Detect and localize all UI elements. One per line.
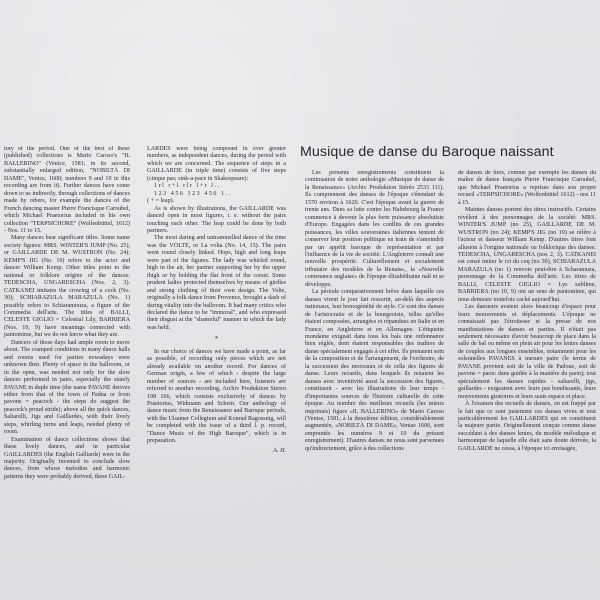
english-text-column-2 bbox=[147, 146, 286, 600]
paragraph: tory of the period. One of the best of these (published) collections is Mario Caroso's "IL BALLERINO" (Venice, 1581; in its second, substantially enlarged edition, "NOBILTÀ DI DAME", Venice, 1600; numbers 9 and 10 in this recording are from it). Further dances have come down to us indirectly, through collections of dances made by others, for example the dances of the French dancing master Pierre Francisque Caroubel, which Michael Praetorius included in his own collection "TERPSICHORE" (Wolfenbüttel, 1612) - Nos. 11 to 15. bbox=[4, 146, 130, 234]
french-text-column-1 bbox=[305, 170, 444, 600]
paragraph: Examination of dance collections shows that these lively dances, and in particular GAILLARDES (the English Galliards) were in the majority. Originally invented to conclude slow dances, from whose melodies and harmonic patterns they were probably derived, these GAIL- bbox=[4, 436, 130, 480]
author-signature: A. H. bbox=[273, 447, 286, 454]
paragraph: La période comparativement brève dans laquelle ces danses virent le jour fait ressortir, au-delà des aspects nationaux, leur homogénéité de style. Ce sont des danses de l'aristocratie et de la bourgeoisie, telles qu'elles étaient composées, arrangées et répandues en Italie et en France, en Angleterre et en Allemagne. L'étiquette mondaine exigeait dans tous les bals une ordonnance bien réglée, dont étaient responsables des maîtres de danse spécialement engagés à cet effet. Ils prenaient soin de la composition et de l'arrangement, de l'orchestre, de la succession des morceaux et de celle des figures de danse. Leurs recueils, dans lesquels ils notaient les danses avec inventivité aussi la succession des figures, constituent - avec les illustrations de leur temps - d'importantes sources de l'histoire culturelle de cette époque. Au nombre des meilleurs recueils (les mieux imprimés) figure «IL BALLERINO» de Mario Caroso (Venise, 1581; à la deuxième édition, considérablement augmentée, «NOBILTÀ DI DAME», Venise 1600, sont empruntés les numéros 9 et 10 du présent enregistrement). D'autres danses ne nous sont parvenues qu'indirectement, grâce à des collections bbox=[305, 289, 444, 452]
paragraph: de danses de tiers, comme par exemple les danses du maître de danse français Pierre Francisque Caroubel, que Michael Praetorius a reprises dans son propre recueil «TERPSICHORE» (Wolfenbüttel 1612) - nos 11 à 15. bbox=[458, 170, 596, 206]
steps-line: 1 r l r + l r l r l + r l . . bbox=[154, 183, 220, 190]
paragraph: Many dances bear significant titles. Some name society figures: MRS. WINTER'S JUMP (No. 25), or GAILLARDE DE M. WUSTRON (No. 24); KEMP'S JIG (No. 19) refers to the actor and dancer William Kemp. Other titles point to the national or folklore origins of the dances: TEDESCHA, UNGARESCHA (Nos. 2, 3). CATKANEI imitates the crowing of a cock (No. 30); SCHIARAZULA MARAZULA (No. 1) possibly refers to Schiaramouza, a figure of the Commedia dell'arte. The titles of BALLI, CELESTE GIGLIO = Celestial Lily, BARRIERA (Nos. 10, 9) have meanings connected with pantomime, but we do not know what they are. bbox=[4, 235, 130, 339]
paragraph: Maintes danses portent des titres instructifs. Certains révèlent à des personnages de la société: MRS. WINTER'S JUMP (no 25), GAILLARDE DE M. WUSTRON (no 24); KEMP'S JIG (no 19) se réfère à l'acteur et danseur William Kemp. D'autres titres font allusion à l'origine nationale ou folklorique des danses: TEDESCHA, UNGARESCHA (nos 2, 3). CATKANEI est censé imiter le cri du coq (no 30), SCHIARAZULA MARAZULA (no 1) renvoie peut-être à Scharamuza, personnage de la Commedia dell'arte. Les titres de BALLI, CELESTE GIGLIO = Lys sublime, BARRIERA (no 10, 9) ont un sens de pantomime, qui nous demeure toutefois caché aujourd'hui. bbox=[458, 207, 596, 303]
paragraph: Les présents enregistrements constituent la continuation de notre anthologie «Musique de danse de la Renaissance» (Archiv Produktion Stéréo 2533 111). Ils comprennent des danses de l'époque s'étendant de 1570 environ à 1620. C'est l'époque avant la guerre de trente ans. Dans sa lutte contre les Habsbourg la France commence à devenir la plus forte puissance absolutiste d'Europe. Engagées dans les conflits de ces grandes puissances, les villes souveraines italiennes tentent de conserver leur position politique en train de s'amoindrir par un appétit baroque de représentation et par l'influence de la vie de société. L'Angleterre connaît une nouvelle prospérité. Culturellement et socialement tributaire des modèles de la Renaiss., la «Nouvelle contenance anglaise» de l'époque élisabéthaine naît et se développe. bbox=[305, 170, 444, 288]
paragraph: À l'examen des recueils de danses, on est frappé par le fait que ce sont justement ces danses vives et tout particulièrement les GAILLARDES qui en constituent la majeure partie. Originellement conçue comme danse succédant à des danses lentes, du modèle mélodique et harmonique de laquelle elle était sans doute dérivée, la GAILLARDE ne cessa, à l'époque ici envisagée, bbox=[458, 401, 596, 452]
paragraph: In our choice of dances we have made a point, as far as possible, of recording only pieces which are not already available on another record. For dances of German origin, a few of which - despite the large number of sources - are included here, listeners are referred to another recording, Archiv Produktion Stereo 198 166, which consists exclusively of dances by Praetorius, Widmann and Schein. Our anthology of dance music from the Renaissance and Baroque periods, with the Ulsamer Collegium and Konrad Ragossnig, will be completed with the issue of a third l. p. record, "Dance Music of the High Baroque", which is in preparation. bbox=[147, 348, 286, 445]
english-text-column-1 bbox=[4, 146, 130, 600]
french-text-column-2 bbox=[458, 170, 596, 600]
paragraph: As is shown by illustrations, the GAILLARDE was danced open in most figures, i. e. without the pairs touching each other. The leap could be done by both partners. bbox=[147, 205, 286, 234]
paragraph: LARDES were being composed in ever greater numbers, as independent dances, during the period with which we are concerned. The sequence of steps in a GAILLARDE (in triple time) consists of five steps (cinque pas; sink-a-pace in Shakespeare): bbox=[147, 146, 286, 182]
paragraph: Dancers of those days had ample room to move about. The cramped conditions in many dance halls and rooms used for parties nowadays were unknown then. Plenty of space in the ballroom, or in the open, was needed not only for the slow dances performed in pairs, especially the stately PAVANE in duple time (the name PAVANE derives either from that of the town of Padua or from pavone = peacock - the steps do suggest the peacock's proud stride); above all the quick dances, Saltarelli, Jigs and Gaillardes, with their lively steps, whirling turns and leaps, needed plenty of room. bbox=[4, 339, 130, 436]
paragraph: The most daring and untrammelled dance of the time was the VOLTE, or La volta (No. 14, 15). The pairs went round closely linked. Hops, high and long leaps were part of the figures. The lady was whirled round, high in the air, her partner supporting her by the upper thigh or by holding the flat front of the corset. Some prudent ladies protected themselves by means of girdles and strong clothing of their own design. The Volte, originally a folk dance from Provence, brought a dash of daring vitality into the ballroom. It had many critics who declared the dance to be "immoral", and who expressed their disgust at the "shameful" manner in which the lady was held. bbox=[147, 235, 286, 331]
paragraph: Les danseurs avaient alors beaucoup d'espace pour leurs mouvements et déplacements. L'époque ne connaissait pas l'étroitesse et la presse de nos manifestations de danses et parties. Il n'était pas seulement nécessaire d'avoir beaucoup de place dans la salle de bal ou même en plein air pour les lentes danses de couples aux longues ensembles, notamment pour les solennelles PAVANES à mesure paire (le terme de PAVANE provient soit de la ville de Padoue, soit de pavone = paon: dans guidée à la manière du paon); tout spécialement les danses rapides - saltarelli, jigs, gaillardes - exigeaient avec leurs pas bondissants, leurs mouvements giratoires et leurs sauts espace et place. bbox=[458, 304, 596, 400]
section-divider-star: * bbox=[214, 335, 219, 344]
steps-line: 1 2 3 4 5 6 1 2 3 4 5 6 1 . . bbox=[154, 190, 231, 197]
steps-note: ( + = leap). bbox=[147, 198, 175, 205]
french-section-title: Musique de danse du Baroque naissant bbox=[300, 144, 554, 160]
